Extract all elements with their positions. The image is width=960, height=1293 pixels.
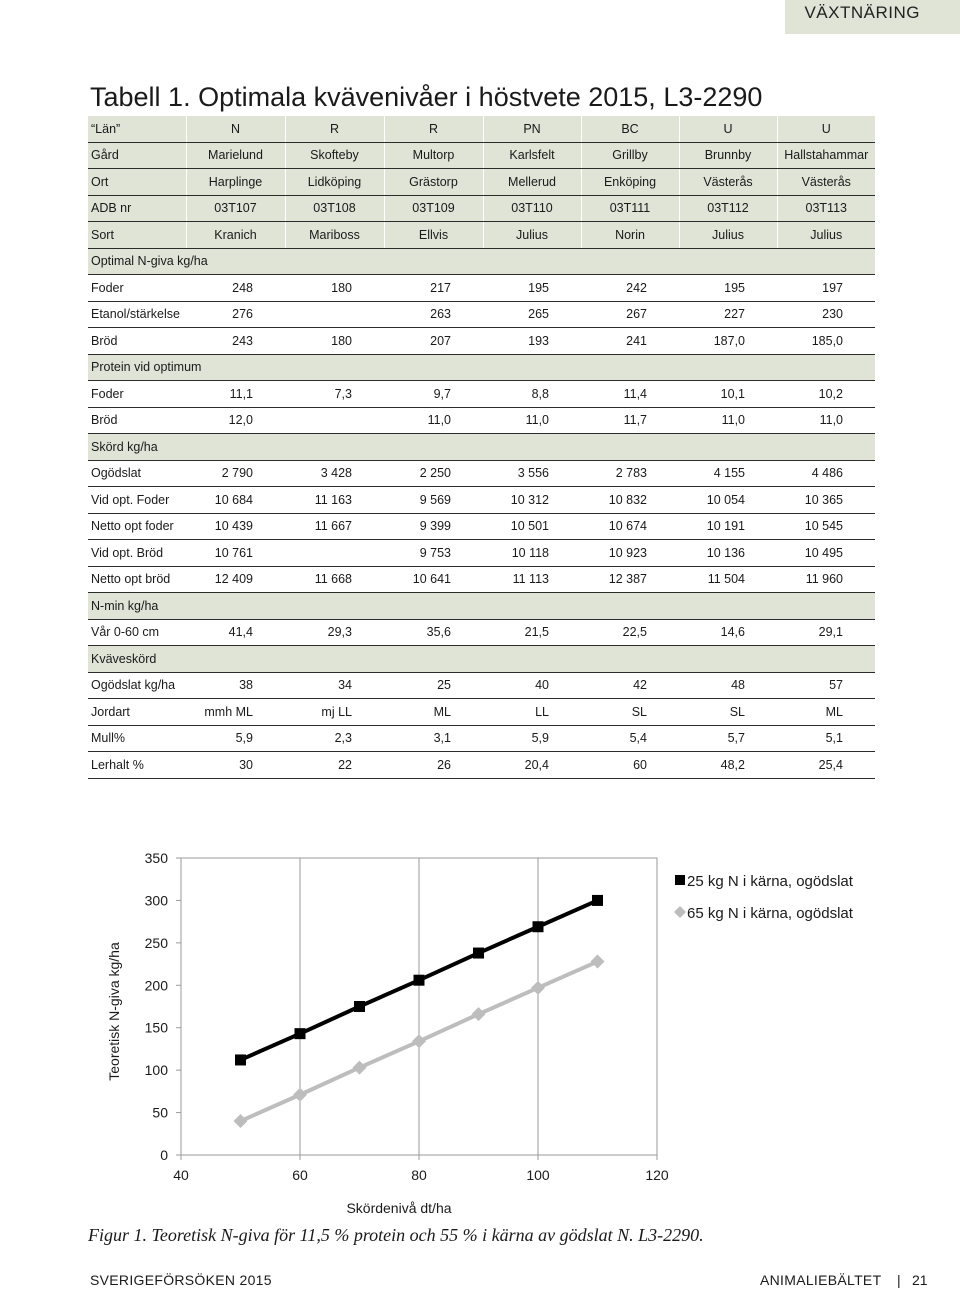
table-row — [88, 487, 875, 514]
table-cell: 10 923 — [581, 540, 679, 567]
table-cell: 217 — [384, 275, 483, 302]
table-cell: BC — [581, 116, 679, 142]
table-cell: 03T108 — [285, 195, 384, 222]
table-cell — [285, 540, 384, 567]
table-cell: 11,4 — [581, 381, 679, 408]
table-cell: ML — [384, 699, 483, 726]
table-cell: 10 832 — [581, 487, 679, 514]
y-tick-label: 200 — [144, 977, 168, 994]
x-tick-label: 100 — [526, 1167, 550, 1183]
data-point — [234, 1114, 248, 1128]
row-label: Jordart — [88, 699, 186, 726]
table-cell: 230 — [777, 301, 875, 328]
table-cell: 5,9 — [186, 725, 285, 752]
table-cell: 11,7 — [581, 407, 679, 434]
table-cell: 10 545 — [777, 513, 875, 540]
table-cell: N — [186, 116, 285, 142]
legend-marker — [674, 906, 686, 918]
table-cell: 57 — [777, 672, 875, 699]
table-cell: 4 486 — [777, 460, 875, 487]
table-cell: 11,0 — [777, 407, 875, 434]
table-cell: 10 501 — [483, 513, 581, 540]
table-row — [88, 540, 875, 567]
table-row — [88, 672, 875, 699]
table-cell: 10 365 — [777, 487, 875, 514]
data-point — [472, 1007, 486, 1021]
table-cell: 9,7 — [384, 381, 483, 408]
table-cell: 8,8 — [483, 381, 581, 408]
table-cell: 42 — [581, 672, 679, 699]
table-cell: mmh ML — [186, 699, 285, 726]
row-label: “Län” — [88, 116, 186, 142]
data-point — [473, 948, 484, 959]
row-label: Netto opt bröd — [88, 566, 186, 593]
table-cell: R — [285, 116, 384, 142]
table-section-row — [88, 593, 875, 620]
table-cell: 2 250 — [384, 460, 483, 487]
table-cell: 9 399 — [384, 513, 483, 540]
data-point — [592, 895, 603, 906]
table-cell: 5,9 — [483, 725, 581, 752]
table-cell: LL — [483, 699, 581, 726]
table-cell: 5,4 — [581, 725, 679, 752]
footer-separator: | — [897, 1272, 901, 1288]
table-cell: 41,4 — [186, 619, 285, 646]
row-label: Bröd — [88, 407, 186, 434]
table-cell: 9 569 — [384, 487, 483, 514]
table-cell: 34 — [285, 672, 384, 699]
footer-publication: SVERIGEFÖRSÖKEN 2015 — [90, 1272, 272, 1288]
table-cell: 265 — [483, 301, 581, 328]
table-cell: 267 — [581, 301, 679, 328]
table-row — [88, 566, 875, 593]
section-label: VÄXTNÄRING — [804, 3, 920, 22]
row-label: Ort — [88, 169, 186, 196]
table-cell: 2,3 — [285, 725, 384, 752]
data-point — [591, 955, 605, 969]
table-cell: 11 667 — [285, 513, 384, 540]
y-tick-label: 0 — [160, 1147, 168, 1163]
table-cell: ML — [777, 699, 875, 726]
table-cell: 35,6 — [384, 619, 483, 646]
table-row — [88, 169, 875, 196]
table-cell: 26 — [384, 752, 483, 779]
table-cell: 11,0 — [679, 407, 777, 434]
y-axis-label: Teoretisk N-giva kg/ha — [106, 942, 122, 1081]
row-label: Bröd — [88, 328, 186, 355]
table-cell: 242 — [581, 275, 679, 302]
legend-label: 65 kg N i kärna, ogödslat — [687, 905, 853, 922]
table-cell: 197 — [777, 275, 875, 302]
table-cell: 48 — [679, 672, 777, 699]
y-tick-label: 300 — [144, 892, 168, 909]
table-cell: 10 684 — [186, 487, 285, 514]
table-cell: 10 136 — [679, 540, 777, 567]
table-row — [88, 619, 875, 646]
table-cell: 11 113 — [483, 566, 581, 593]
table-cell: R — [384, 116, 483, 142]
table-cell: U — [777, 116, 875, 142]
table-cell: 40 — [483, 672, 581, 699]
table-cell: Lidköping — [285, 169, 384, 196]
table-cell: U — [679, 116, 777, 142]
table-cell: 207 — [384, 328, 483, 355]
section-heading: Protein vid optimum — [88, 354, 875, 381]
table-cell: Julius — [679, 222, 777, 249]
y-tick-label: 50 — [152, 1104, 168, 1121]
legend-marker — [675, 875, 685, 885]
table-row — [88, 301, 875, 328]
row-label: ADB nr — [88, 195, 186, 222]
data-point — [531, 981, 545, 995]
table-cell: Karlsfelt — [483, 142, 581, 169]
y-tick-label: 150 — [144, 1019, 168, 1036]
table-row — [88, 275, 875, 302]
data-point — [293, 1088, 307, 1102]
table-cell: 10 439 — [186, 513, 285, 540]
table-row — [88, 513, 875, 540]
table-cell: 10,1 — [679, 381, 777, 408]
section-heading: N-min kg/ha — [88, 593, 875, 620]
table-cell: SL — [679, 699, 777, 726]
data-point — [533, 921, 544, 932]
table-cell: Grästorp — [384, 169, 483, 196]
table-cell: 11 668 — [285, 566, 384, 593]
table-cell: 30 — [186, 752, 285, 779]
table-cell: 29,1 — [777, 619, 875, 646]
table-cell: 5,1 — [777, 725, 875, 752]
row-label: Ogödslat kg/ha — [88, 672, 186, 699]
row-label: Lerhalt % — [88, 752, 186, 779]
table-cell: 22,5 — [581, 619, 679, 646]
table-cell: 243 — [186, 328, 285, 355]
table-cell: Brunnby — [679, 142, 777, 169]
table-cell: 2 790 — [186, 460, 285, 487]
data-point — [354, 1001, 365, 1012]
table-cell: 21,5 — [483, 619, 581, 646]
table-cell: 03T111 — [581, 195, 679, 222]
table-cell: 12,0 — [186, 407, 285, 434]
table-cell: 3 428 — [285, 460, 384, 487]
x-tick-label: 60 — [292, 1167, 308, 1183]
table-cell: 10 761 — [186, 540, 285, 567]
header-band — [785, 0, 960, 34]
table-cell — [285, 407, 384, 434]
table-cell: Mellerud — [483, 169, 581, 196]
table-cell: Ellvis — [384, 222, 483, 249]
y-tick-label: 100 — [144, 1062, 168, 1079]
table-cell: 11 960 — [777, 566, 875, 593]
table-cell: 248 — [186, 275, 285, 302]
table-cell: 195 — [679, 275, 777, 302]
table-body — [88, 116, 875, 778]
x-tick-label: 80 — [411, 1167, 427, 1183]
results-table — [88, 116, 875, 779]
row-label: Sort — [88, 222, 186, 249]
row-label: Foder — [88, 381, 186, 408]
table-section-row — [88, 354, 875, 381]
table-cell: 187,0 — [679, 328, 777, 355]
table-row — [88, 381, 875, 408]
page-number: 21 — [912, 1272, 928, 1288]
table-cell: 263 — [384, 301, 483, 328]
section-heading: Kväveskörd — [88, 646, 875, 673]
footer-section: ANIMALIEBÄLTET — [760, 1272, 882, 1288]
table-cell: 03T109 — [384, 195, 483, 222]
table-cell: 12 387 — [581, 566, 679, 593]
table-row — [88, 725, 875, 752]
table-cell: Hallstahammar — [777, 142, 875, 169]
table-cell: SL — [581, 699, 679, 726]
table-row — [88, 222, 875, 249]
table-cell: 3,1 — [384, 725, 483, 752]
table-row — [88, 699, 875, 726]
table-cell: 4 155 — [679, 460, 777, 487]
table-cell: 03T112 — [679, 195, 777, 222]
table-cell: Västerås — [777, 169, 875, 196]
table-row — [88, 407, 875, 434]
table-cell: 12 409 — [186, 566, 285, 593]
table-cell: 241 — [581, 328, 679, 355]
table-cell: Julius — [777, 222, 875, 249]
table-cell: 25,4 — [777, 752, 875, 779]
table-cell: Marielund — [186, 142, 285, 169]
table-cell: 10 191 — [679, 513, 777, 540]
table-cell: 180 — [285, 328, 384, 355]
table-cell: 03T113 — [777, 195, 875, 222]
table-cell: 48,2 — [679, 752, 777, 779]
table-cell: 7,3 — [285, 381, 384, 408]
table-cell: Västerås — [679, 169, 777, 196]
table-cell: 10 495 — [777, 540, 875, 567]
row-label: Foder — [88, 275, 186, 302]
row-label: Vid opt. Bröd — [88, 540, 186, 567]
table-cell: Norin — [581, 222, 679, 249]
row-label: Vår 0-60 cm — [88, 619, 186, 646]
table-cell: Harplinge — [186, 169, 285, 196]
table-cell: 227 — [679, 301, 777, 328]
table-cell: Julius — [483, 222, 581, 249]
table-cell: 2 783 — [581, 460, 679, 487]
table-cell: 3 556 — [483, 460, 581, 487]
data-point — [412, 1034, 426, 1048]
table-cell: Enköping — [581, 169, 679, 196]
row-label: Mull% — [88, 725, 186, 752]
table-row — [88, 142, 875, 169]
table-cell: Multorp — [384, 142, 483, 169]
table-cell: 25 — [384, 672, 483, 699]
table-cell: 10 118 — [483, 540, 581, 567]
legend-label: 25 kg N i kärna, ogödslat — [687, 873, 853, 890]
table-cell: 10 641 — [384, 566, 483, 593]
table-cell — [285, 301, 384, 328]
table-cell: 5,7 — [679, 725, 777, 752]
table-cell: 14,6 — [679, 619, 777, 646]
table-cell: 195 — [483, 275, 581, 302]
table-row — [88, 460, 875, 487]
table-cell: 10,2 — [777, 381, 875, 408]
table-section-row — [88, 646, 875, 673]
table-cell: 10 312 — [483, 487, 581, 514]
row-label: Etanol/stärkelse — [88, 301, 186, 328]
data-point — [353, 1061, 367, 1075]
table-cell: mj LL — [285, 699, 384, 726]
table-cell: 276 — [186, 301, 285, 328]
table-cell: 11 504 — [679, 566, 777, 593]
y-tick-label: 250 — [144, 934, 168, 951]
table-section-row — [88, 434, 875, 461]
table-cell: 11,1 — [186, 381, 285, 408]
row-label: Gård — [88, 142, 186, 169]
table-cell: Kranich — [186, 222, 285, 249]
table-row — [88, 328, 875, 355]
table-cell: 11,0 — [384, 407, 483, 434]
table-row — [88, 116, 875, 142]
figure-caption: Figur 1. Teoretisk N-giva för 11,5 % protein och 55 % i kärna av gödslat N. L3-2290. — [88, 1225, 704, 1245]
table-cell: 11 163 — [285, 487, 384, 514]
row-label: Ogödslat — [88, 460, 186, 487]
table-title: Tabell 1. Optimala kvävenivåer i höstvete 2015, L3-2290 — [90, 82, 763, 112]
table-cell: 03T110 — [483, 195, 581, 222]
table-cell: 29,3 — [285, 619, 384, 646]
table-cell: 22 — [285, 752, 384, 779]
row-label: Vid opt. Foder — [88, 487, 186, 514]
table-cell: 10 674 — [581, 513, 679, 540]
table-section-row — [88, 248, 875, 275]
data-point — [414, 975, 425, 986]
data-point — [235, 1054, 246, 1065]
table-cell: 03T107 — [186, 195, 285, 222]
table-cell: PN — [483, 116, 581, 142]
x-tick-label: 120 — [645, 1167, 669, 1183]
x-axis-label: Skördenivå dt/ha — [346, 1200, 452, 1216]
table-cell: Grillby — [581, 142, 679, 169]
table-cell: 185,0 — [777, 328, 875, 355]
table-cell: 11,0 — [483, 407, 581, 434]
section-heading: Optimal N-giva kg/ha — [88, 248, 875, 275]
table-row — [88, 195, 875, 222]
table-cell: 38 — [186, 672, 285, 699]
table-cell: 193 — [483, 328, 581, 355]
y-tick-label: 350 — [144, 850, 168, 866]
table-cell: 10 054 — [679, 487, 777, 514]
table-cell: 20,4 — [483, 752, 581, 779]
table-row — [88, 752, 875, 779]
table-cell: 9 753 — [384, 540, 483, 567]
x-tick-label: 40 — [173, 1167, 189, 1183]
table-cell: 60 — [581, 752, 679, 779]
table-cell: 180 — [285, 275, 384, 302]
n-giva-chart — [100, 840, 880, 1220]
table-cell: Mariboss — [285, 222, 384, 249]
row-label: Netto opt foder — [88, 513, 186, 540]
section-heading: Skörd kg/ha — [88, 434, 875, 461]
table-cell: Skofteby — [285, 142, 384, 169]
data-point — [295, 1028, 306, 1039]
